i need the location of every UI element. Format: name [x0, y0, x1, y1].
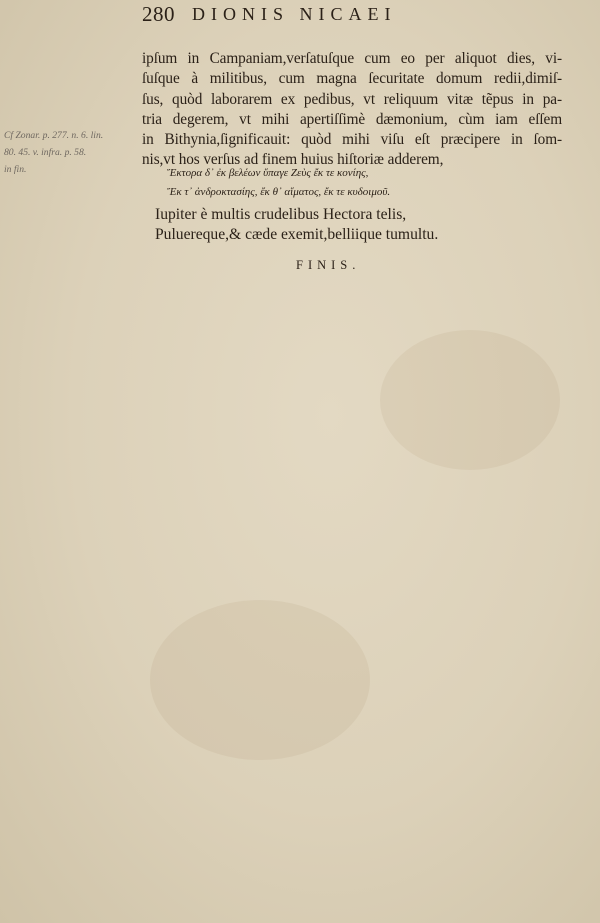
paper-stain	[380, 330, 560, 470]
body-text-line: ipſum in Campaniam,verſatuſque cum eo per aliquot dies, vi-	[142, 50, 562, 67]
body-text-line: ſuſque à militibus, cum magna ſecuritate domum redii,dimiſ-	[142, 70, 562, 88]
body-text	[142, 49, 562, 171]
latin-verse-line: Iupiter è multis crudelibus Hectora telis,	[155, 206, 407, 223]
margin-note-line: Cf Zonar. p. 277. n. 6. lin.	[4, 130, 104, 141]
body-text-line: ſus, quòd laborarem ex pedibus, vt reliquum vitæ tẽpus in pa-	[142, 90, 562, 108]
handwritten-margin-note	[4, 127, 136, 178]
body-text-line: tria degerem, vt mihi apertiſſimè dæmonium, cùm iam eſſem	[142, 110, 562, 128]
margin-note-line: in fin.	[4, 164, 27, 175]
latin-verse-line: Puluereque,& cæde exemit,belliique tumultu.	[155, 225, 439, 243]
greek-verse-line: Ἔκ τ᾽ ἀνδροκτασίης, ἔκ θ᾽ αἵματος, ἔκ τε κυδοιμοῦ.	[167, 186, 391, 198]
margin-note-line: 80. 45. v. infra. p. 58.	[4, 147, 87, 158]
body-text-line: nis,vt hos verſus ad finem huius hiſtoriæ adderem,	[142, 151, 444, 169]
body-text-line: in Bithynia,ſignificauit: quòd mihi viſu eſt præcipere in ſom-	[142, 131, 562, 149]
greek-verse	[167, 164, 547, 202]
paper-stain	[150, 600, 370, 760]
running-head: DIONIS NICAEI	[192, 4, 397, 24]
page-number: 280	[142, 2, 175, 26]
latin-verse	[155, 205, 535, 244]
finis-colophon: FINIS.	[296, 258, 361, 272]
greek-verse-line: Ἕκτορα δ᾽ ἐκ βελέων ὕπαγε Ζεὺς ἔκ τε κονίης,	[167, 167, 369, 179]
